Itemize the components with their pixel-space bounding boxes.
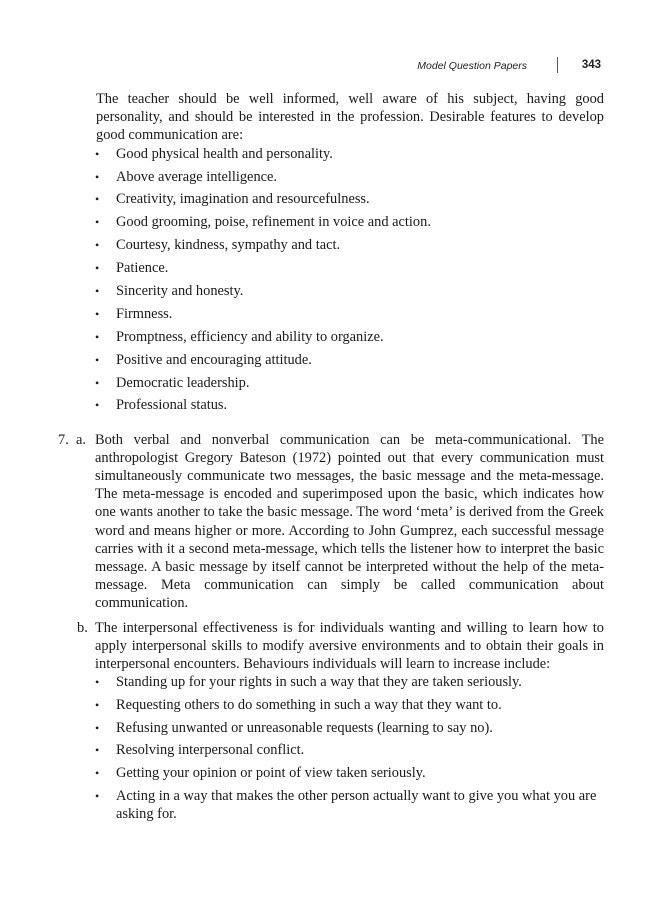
- list-item: • Firmness.: [95, 305, 173, 322]
- answer-part-b: [0, 619, 661, 674]
- bullet-icon: •: [95, 788, 100, 803]
- list-item: • Requesting others to do something in such a way that they want to.: [95, 696, 502, 713]
- bullet-icon: •: [95, 675, 100, 690]
- list-item: • Above average intelligence.: [95, 168, 278, 185]
- behaviours-list: [0, 673, 661, 823]
- list-item: • Refusing unwanted or unreasonable requests (learning to say no).: [95, 719, 493, 736]
- bullet-icon: •: [95, 720, 100, 735]
- list-item: • Courtesy, kindness, sympathy and tact.: [95, 237, 341, 254]
- list-item: • Patience.: [95, 260, 169, 277]
- intro-paragraph: The teacher should be well informed, well aware of his subject, having good personality, and should be interested in the profession. Desirable features to develop good communication are:: [96, 91, 604, 144]
- bullet-icon: •: [95, 261, 100, 276]
- running-header: [400, 58, 610, 76]
- bullet-icon: •: [95, 146, 100, 161]
- part-a-text: Both verbal and nonverbal communication can be meta-communicational. The anthropologist Gregory Bateson (1972) pointed out that every communication must simultaneously communicate two messages, the basic message and the meta-message. The meta-message is encoded and superimposed upon the basic, which indicates how one wants another to take the basic message. The word ‘meta’ is derived from the Greek word and means higher or more. According to John Gumprez, each successful message carries with it a second meta-message, which tells the listener how to interpret the basic message. A basic message by itself cannot be interpreted without the help of the meta-message. Meta communication can simply be called communication about communication.: [95, 431, 604, 612]
- list-item: • Professional status.: [95, 397, 228, 414]
- part-b-text: The interpersonal effectiveness is for individuals wanting and willing to learn how to apply interpersonal skills to modify aversive environments and to obtain their goals in interpersonal encounters. Behaviours individuals will learn to increase include:: [95, 619, 604, 673]
- bullet-icon: •: [95, 306, 100, 321]
- running-title: Model Question Papers: [417, 60, 527, 72]
- list-item: • Promptness, efficiency and ability to organize.: [95, 328, 384, 345]
- bullet-icon: •: [95, 743, 100, 758]
- header-separator: [557, 57, 558, 73]
- bullet-icon: •: [95, 169, 100, 184]
- list-item: • Standing up for your rights in such a way that they are taken seriously.: [95, 674, 522, 691]
- part-b-label: b.: [77, 619, 88, 636]
- page-number: 343: [581, 59, 601, 71]
- bullet-icon: •: [95, 697, 100, 712]
- part-a-label: a.: [76, 431, 86, 448]
- answer-part-a: [0, 431, 661, 613]
- list-item: • Good grooming, poise, refinement in voice and action.: [95, 214, 431, 231]
- list-item: • Creativity, imagination and resourcefulness.: [95, 191, 370, 208]
- bullet-icon: •: [95, 192, 100, 207]
- list-item: • Democratic leadership.: [95, 374, 250, 391]
- features-list: [0, 145, 661, 415]
- list-item: • Sincerity and honesty.: [95, 282, 244, 299]
- bullet-icon: •: [95, 375, 100, 390]
- bullet-icon: •: [95, 352, 100, 367]
- page-body: [0, 90, 661, 823]
- list-item: • Resolving interpersonal conflict.: [95, 742, 305, 759]
- list-item: • Good physical health and personality.: [95, 145, 333, 162]
- list-item: • Positive and encouraging attitude.: [95, 351, 312, 368]
- bullet-icon: •: [95, 215, 100, 230]
- bullet-icon: •: [95, 766, 100, 781]
- list-item: • Getting your opinion or point of view taken seriously.: [95, 765, 426, 782]
- list-item: • Acting in a way that makes the other person actually want to give you what you are asking for.: [95, 787, 597, 822]
- bullet-icon: •: [95, 329, 100, 344]
- question-number: 7.: [58, 431, 69, 448]
- bullet-icon: •: [95, 283, 100, 298]
- bullet-icon: •: [95, 398, 100, 413]
- question-7: [0, 431, 661, 824]
- bullet-icon: •: [95, 238, 100, 253]
